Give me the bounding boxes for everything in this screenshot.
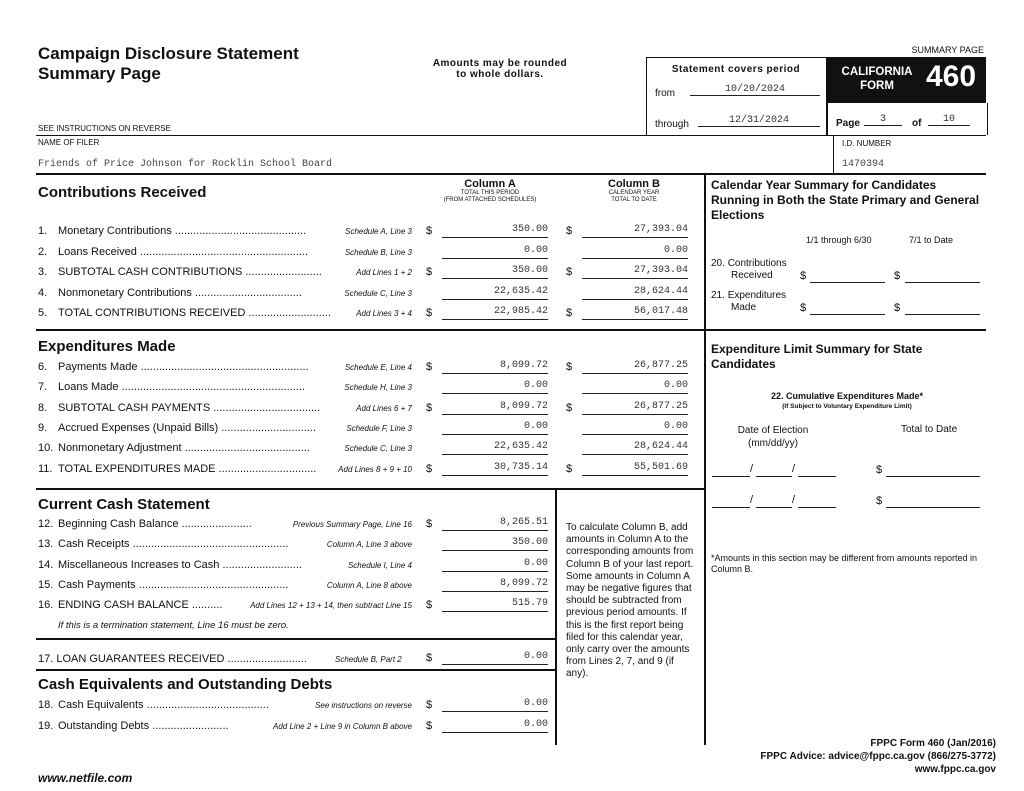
column-a-amount[interactable]: 0.00 — [442, 718, 548, 733]
form-title-line1: Campaign Disclosure Statement — [38, 44, 299, 63]
column-divider — [704, 174, 706, 745]
schedule-reference: Add Line 2 + Line 9 in Column B above — [273, 721, 412, 731]
election-month-field[interactable] — [712, 495, 750, 508]
dollar-sign: $ — [566, 307, 573, 319]
line-row — [38, 463, 316, 475]
dollar-sign: $ — [876, 464, 883, 476]
line-number: 18. — [38, 699, 54, 711]
line-number: 15. — [38, 578, 54, 591]
line-row — [38, 402, 320, 414]
schedule-reference: Add Lines 8 + 9 + 10 — [338, 464, 412, 474]
from-date-field[interactable]: 10/20/2024 — [690, 84, 820, 96]
column-b-amount[interactable]: 56,017.48 — [582, 305, 688, 320]
line-label: Miscellaneous Increases to Cash .......................... — [58, 558, 302, 571]
schedule-reference: Schedule A, Line 3 — [345, 227, 412, 236]
section-divider — [36, 488, 706, 490]
calendar-summary-heading: Calendar Year Summary for Candidates Running in Both the State Primary and General Elections — [711, 178, 980, 222]
column-a-header — [430, 178, 550, 204]
line-row — [38, 559, 302, 571]
column-b-sub2: TOTAL TO DATE — [611, 197, 657, 203]
note-divider — [555, 489, 557, 745]
line-label: Accrued Expenses (Unpaid Bills) ............................... — [58, 421, 316, 434]
total-to-date-label: Total to Date — [901, 424, 958, 435]
summary-page-label: SUMMARY PAGE — [911, 45, 984, 55]
dollar-sign: $ — [426, 307, 433, 319]
divider — [36, 135, 986, 136]
line-label-part2: Received — [731, 270, 773, 281]
column-a-amount[interactable]: 30,735.14 — [442, 461, 548, 476]
expenditures-heading: Expenditures Made — [38, 338, 176, 355]
see-instructions: SEE INSTRUCTIONS ON REVERSE — [38, 124, 171, 133]
line-row — [38, 442, 310, 454]
column-a-amount[interactable]: 22,985.42 — [442, 305, 548, 320]
expenditure-limit-heading: Expenditure Limit Summary for State Candidates — [711, 342, 923, 371]
dollar-sign: $ — [566, 225, 573, 237]
election-year-field[interactable] — [798, 495, 836, 508]
contributions-heading: Contributions Received — [38, 184, 207, 201]
form-number: 460 — [926, 60, 977, 93]
termination-note: If this is a termination statement, Line 16 must be zero. — [58, 620, 289, 631]
line-21-col1-field[interactable] — [810, 302, 885, 315]
dollar-sign: $ — [876, 495, 883, 507]
schedule-reference: Schedule E, Line 4 — [344, 363, 412, 372]
column-a-amount[interactable]: 8,265.51 — [442, 516, 548, 531]
line-row — [38, 518, 252, 530]
schedule-reference: Column A, Line 3 above — [326, 540, 412, 550]
total-to-date-field[interactable] — [886, 495, 980, 508]
schedule-reference: Previous Summary Page, Line 16 — [292, 520, 412, 529]
line-number: 11. — [38, 462, 53, 475]
line-label: Nonmonetary Adjustment ......................................... — [58, 442, 310, 455]
dollar-sign: $ — [426, 599, 433, 612]
line-number: 9. — [38, 421, 48, 434]
line-row — [38, 720, 229, 732]
line-label: Loans Made ............................................................ — [58, 381, 305, 394]
line-number: 10. — [38, 442, 54, 455]
line-row — [38, 599, 222, 611]
line-row — [38, 246, 308, 258]
column-b-amount[interactable]: 55,501.69 — [582, 461, 688, 476]
dollar-sign: $ — [426, 719, 433, 732]
line-number: 7. — [38, 381, 48, 394]
line-number: 16. — [38, 599, 54, 612]
schedule-reference: Schedule B, Line 3 — [344, 247, 412, 257]
line-17-amount[interactable]: 0.00 — [442, 650, 548, 665]
fppc-footer — [760, 737, 996, 776]
line-row — [38, 538, 288, 550]
column-b-instructions: To calculate Column B, add amounts in Column A to the corresponding amounts from Column B of your last report. Some amounts in Column A may be negative figures that should be subtracted from previous period amounts. If this is the first report being filed for this calendar year, only carry over the amounts from Lines 2, 7, and 9 (if any). — [566, 522, 694, 680]
line-label: Beginning Cash Balance ....................... — [58, 518, 252, 530]
page-number-field[interactable]: 3 — [864, 114, 902, 126]
column-a-amount[interactable]: 22,635.42 — [442, 440, 548, 455]
section-divider — [36, 669, 556, 671]
line-row — [38, 381, 305, 393]
column-a-amount[interactable]: 8,099.72 — [442, 577, 548, 592]
dollar-sign: $ — [426, 462, 433, 475]
column-a-amount[interactable]: 350.00 — [442, 536, 548, 551]
column-b-header — [574, 178, 694, 204]
dollar-sign: $ — [426, 699, 433, 711]
divider — [833, 135, 834, 173]
date-label-line1: Date of Election — [737, 425, 809, 436]
line-number: 5. — [38, 307, 48, 319]
line-label: TOTAL EXPENDITURES MADE ................................ — [58, 462, 317, 475]
dollar-sign: $ — [800, 302, 807, 314]
name-of-filer-field[interactable]: Friends of Price Johnson for Rocklin School Board — [38, 159, 333, 170]
date-slash: / — [750, 463, 754, 475]
column-a-amount[interactable]: 0.00 — [442, 379, 548, 394]
schedule-reference: Add Lines 1 + 2 — [356, 268, 412, 277]
line-label: Cash Equivalents ........................................ — [58, 699, 269, 711]
rounding-line2: to whole dollars. — [456, 69, 544, 80]
line-label-part2: Made — [731, 302, 757, 313]
column-a-amount[interactable]: 0.00 — [442, 557, 548, 572]
line-number: 19. — [38, 719, 54, 732]
schedule-reference: Schedule C, Line 3 — [344, 288, 412, 298]
line-number: 17. — [38, 653, 54, 665]
schedule-reference: Schedule I, Line 4 — [347, 560, 412, 570]
fppc-website: www.fppc.ca.gov — [914, 764, 996, 775]
rounding-line1: Amounts may be rounded — [432, 58, 568, 69]
id-number-label: I.D. NUMBER — [842, 139, 892, 148]
section-divider — [36, 329, 986, 331]
california-form-badge — [826, 57, 986, 103]
line-label: SUBTOTAL CASH CONTRIBUTIONS ......................... — [58, 266, 322, 278]
line-20-label — [711, 258, 787, 282]
period-col2-label: 7/1 to Date — [909, 235, 954, 245]
total-to-date-field[interactable] — [886, 464, 980, 477]
line-row — [38, 699, 269, 711]
column-a-sub2: (FROM ATTACHED SCHEDULES) — [443, 197, 537, 203]
line-label: SUBTOTAL CASH PAYMENTS ................................... — [58, 401, 321, 414]
california-label: CALIFORNIA — [841, 66, 913, 78]
line-label: Loans Received ....................................................... — [58, 245, 309, 258]
line-number: 14. — [38, 558, 54, 571]
line-20-col2-field[interactable] — [905, 270, 980, 283]
fppc-advice: FPPC Advice: advice@fppc.ca.gov (866/275-3772) — [760, 751, 996, 762]
line-17 — [38, 653, 307, 665]
election-day-field[interactable] — [756, 495, 792, 508]
line-label-part1: Contributions — [727, 258, 787, 269]
dollar-sign: $ — [426, 266, 433, 278]
schedule-reference: Schedule H, Line 3 — [344, 383, 412, 393]
column-b-title: Column B — [608, 178, 660, 190]
schedule-reference: Add Lines 3 + 4 — [356, 309, 412, 318]
line-label: Payments Made ....................................................... — [58, 361, 309, 373]
dollar-sign: $ — [894, 302, 901, 314]
line-number: 13. — [38, 538, 54, 551]
line-number: 1. — [38, 225, 48, 237]
column-b-amount[interactable]: 0.00 — [582, 420, 688, 435]
line-number: 3. — [38, 266, 48, 278]
column-b-amount[interactable]: 26,877.25 — [582, 400, 688, 415]
date-of-election-label — [718, 424, 828, 450]
column-a-amount[interactable]: 22,635.42 — [442, 285, 548, 300]
column-a-amount[interactable]: 0.00 — [442, 420, 548, 435]
cash-heading: Current Cash Statement — [38, 496, 210, 513]
column-b-amount[interactable]: 28,624.44 — [582, 440, 688, 455]
dollar-sign: $ — [566, 401, 573, 414]
line-label: Nonmonetary Contributions ................................... — [58, 286, 302, 299]
name-of-filer-label: NAME OF FILER — [38, 138, 100, 147]
dollar-sign: $ — [426, 401, 433, 414]
line-label: Cash Payments ................................................. — [58, 578, 289, 591]
netfile-link[interactable]: www.netfile.com — [38, 771, 133, 785]
schedule-reference: Add Lines 6 + 7 — [356, 403, 412, 413]
line-number: 20. — [711, 258, 725, 269]
line-number: 21. — [711, 290, 725, 301]
line-number: 6. — [38, 361, 48, 373]
page-label: Page — [836, 118, 860, 129]
dollar-sign: $ — [566, 266, 573, 278]
of-label: of — [912, 118, 922, 129]
page-total-field[interactable]: 10 — [928, 114, 970, 126]
form-label: FORM — [860, 80, 894, 92]
line-number: 2. — [38, 245, 48, 258]
dollar-sign: $ — [426, 225, 433, 237]
dollar-sign: $ — [566, 462, 573, 475]
election-month-field[interactable] — [712, 464, 750, 477]
column-a-amount[interactable]: 0.00 — [442, 244, 548, 259]
dollar-sign: $ — [800, 270, 807, 282]
line-20-col1-field[interactable] — [810, 270, 885, 283]
line-22-label: 22. Cumulative Expenditures Made* — [770, 391, 924, 401]
date-slash: / — [750, 494, 754, 506]
line-21-label — [711, 290, 786, 314]
line-row — [38, 422, 316, 434]
line-label: Outstanding Debts ......................... — [58, 719, 229, 732]
dollar-sign: $ — [426, 361, 433, 373]
election-year-field[interactable] — [798, 464, 836, 477]
column-b-amount[interactable]: 27,393.04 — [582, 223, 688, 238]
column-b-sub1: CALENDAR YEAR — [608, 190, 660, 196]
section-divider — [36, 173, 986, 175]
line-22-sublabel: (If Subject to Voluntary Expenditure Limit) — [782, 403, 912, 410]
column-a-amount[interactable]: 350.00 — [442, 264, 548, 279]
covers-period-label: Statement covers period — [671, 64, 801, 75]
date-slash: / — [792, 494, 796, 506]
column-b-amount[interactable]: 0.00 — [582, 244, 688, 259]
election-day-field[interactable] — [756, 464, 792, 477]
line-row — [38, 266, 322, 278]
line-label: LOAN GUARANTEES RECEIVED .......................... — [56, 653, 307, 665]
line-number: 12. — [38, 518, 54, 530]
column-a-amount[interactable]: 515.79 — [442, 597, 548, 612]
column-b-amount[interactable]: 28,624.44 — [582, 285, 688, 300]
line-row — [38, 307, 331, 319]
line-label: ENDING CASH BALANCE .......... — [58, 599, 223, 612]
form-title-line2: Summary Page — [38, 64, 161, 83]
column-a-amount[interactable]: 350.00 — [442, 223, 548, 238]
line-row — [38, 287, 302, 299]
column-a-sub1: TOTAL THIS PERIOD — [460, 190, 520, 196]
section-divider — [36, 638, 556, 640]
schedule-reference: Schedule C, Line 3 — [344, 444, 412, 454]
line-label: Monetary Contributions ........................................... — [58, 225, 307, 237]
form-version: FPPC Form 460 (Jan/2016) — [870, 738, 996, 749]
column-b-amount[interactable]: 26,877.25 — [582, 359, 688, 374]
id-number-field[interactable]: 1470394 — [842, 159, 885, 170]
column-a-amount[interactable]: 0.00 — [442, 697, 548, 712]
line-row — [38, 579, 288, 591]
expenditure-footnote: *Amounts in this section may be different from amounts reported in Column B. — [711, 553, 977, 574]
equivalents-heading: Cash Equivalents and Outstanding Debts — [38, 676, 333, 693]
date-label-line2: (mm/dd/yy) — [748, 438, 798, 449]
line-row — [38, 361, 309, 373]
dollar-sign: $ — [426, 518, 433, 530]
period-col1-label: 1/1 through 6/30 — [806, 235, 872, 245]
rounding-note — [410, 58, 590, 80]
column-a-amount[interactable]: 8,099.72 — [442, 359, 548, 374]
line-number: 8. — [38, 401, 48, 414]
line-label: TOTAL CONTRIBUTIONS RECEIVED ........................... — [58, 307, 332, 319]
dollar-sign: $ — [426, 652, 433, 664]
dollar-sign: $ — [894, 270, 901, 282]
line-label-part1: Expenditures — [727, 290, 787, 301]
form-title — [38, 44, 299, 84]
line-number: 4. — [38, 286, 48, 299]
from-label: from — [655, 88, 675, 99]
column-b-amount[interactable]: 0.00 — [582, 379, 688, 394]
schedule-reference: Column A, Line 8 above — [326, 580, 412, 590]
through-label: through — [655, 119, 689, 130]
schedule-reference: Schedule B, Part 2 — [335, 655, 402, 664]
column-a-amount[interactable]: 8,099.72 — [442, 400, 548, 415]
line-21-col2-field[interactable] — [905, 302, 980, 315]
date-slash: / — [792, 463, 796, 475]
through-date-field[interactable]: 12/31/2024 — [698, 115, 820, 127]
schedule-reference: Add Lines 12 + 13 + 14, then subtract Line 15 — [250, 601, 412, 611]
schedule-reference: Schedule F, Line 3 — [346, 423, 412, 433]
schedule-reference: See instructions on reverse — [315, 701, 412, 710]
column-b-amount[interactable]: 27,393.04 — [582, 264, 688, 279]
line-label: Cash Receipts ................................................... — [58, 538, 289, 551]
column-a-title: Column A — [464, 178, 516, 190]
line-row — [38, 225, 306, 237]
dollar-sign: $ — [566, 361, 573, 373]
